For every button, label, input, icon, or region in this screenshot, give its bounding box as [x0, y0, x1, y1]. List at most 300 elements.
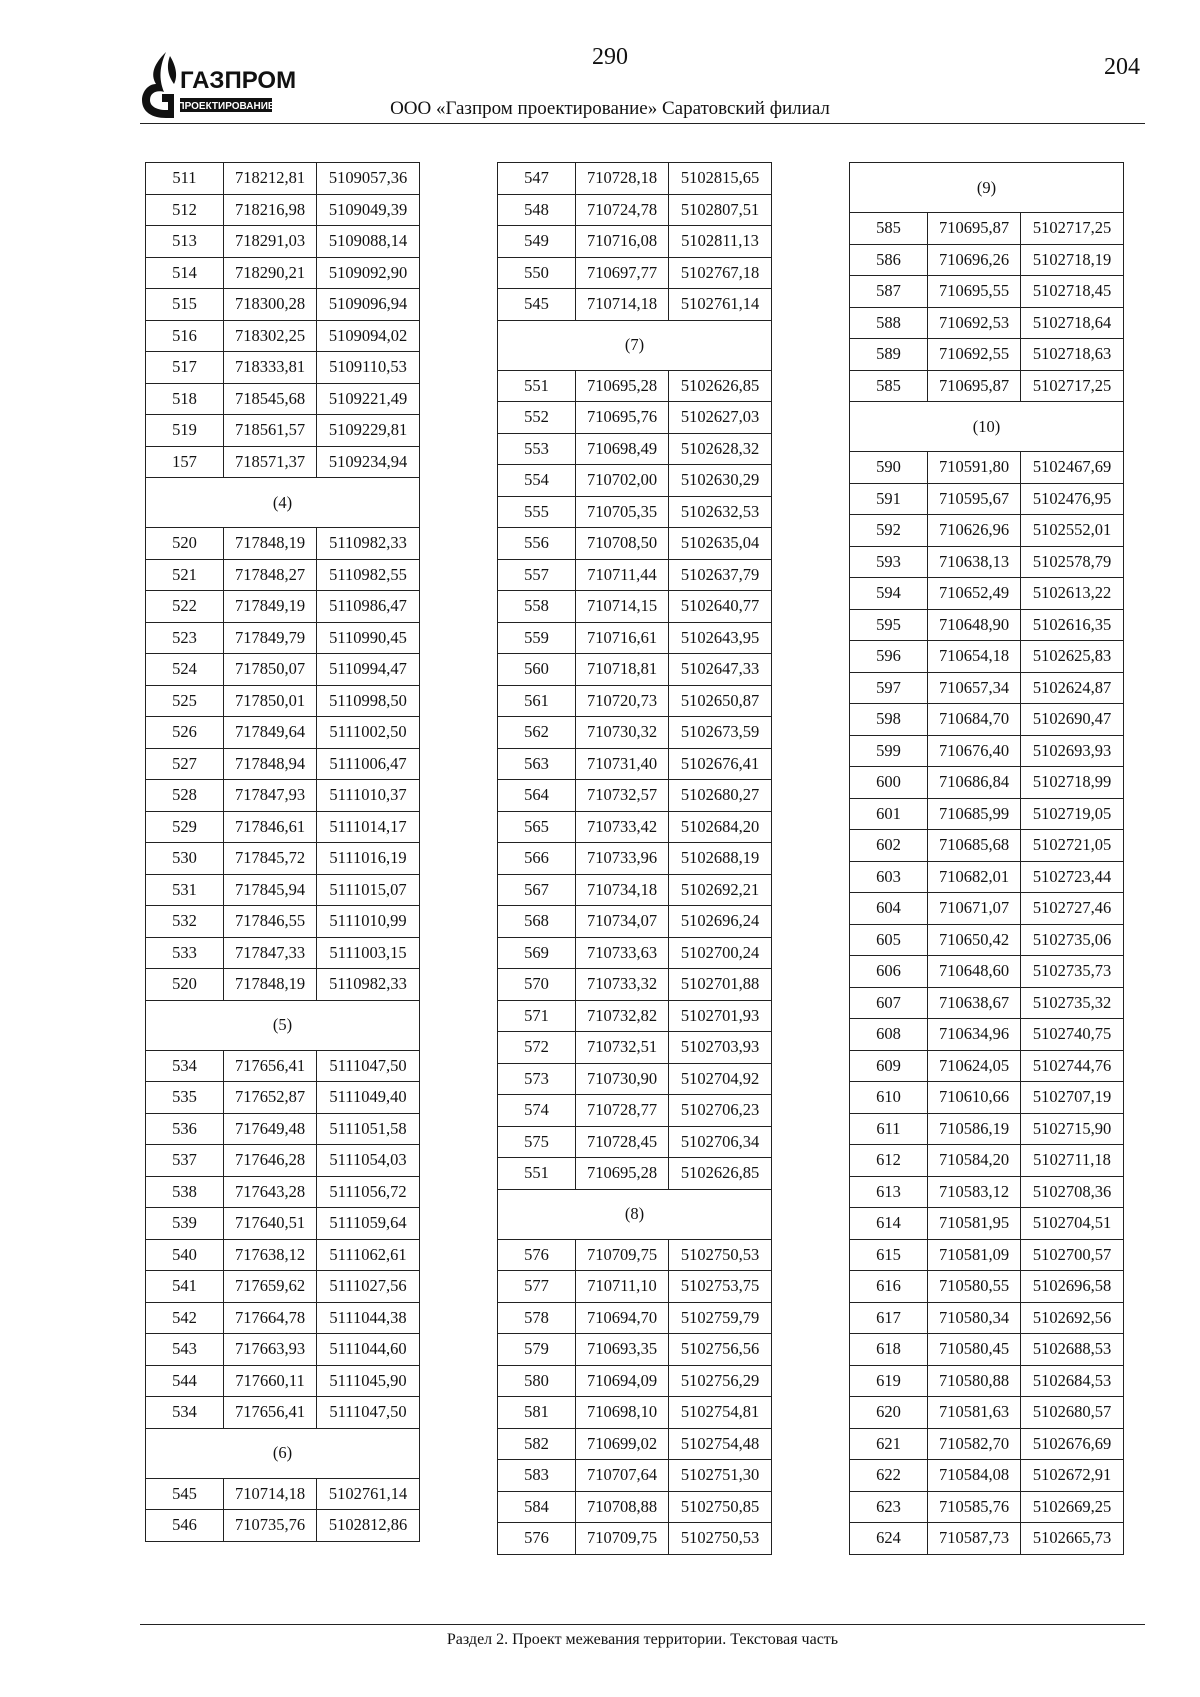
page-header	[0, 0, 1200, 130]
x-coordinate-cell: 710586,19	[928, 1113, 1021, 1145]
point-number-cell: 587	[850, 276, 928, 308]
point-number-cell: 530	[146, 843, 224, 875]
y-coordinate-cell: 5102735,06	[1021, 924, 1124, 956]
point-number-cell: 520	[146, 528, 224, 560]
y-coordinate-cell: 5102701,88	[669, 969, 772, 1001]
x-coordinate-cell: 710692,53	[928, 307, 1021, 339]
y-coordinate-cell: 5102626,85	[669, 370, 772, 402]
y-coordinate-cell: 5102718,99	[1021, 767, 1124, 799]
y-coordinate-cell: 5102640,77	[669, 591, 772, 623]
x-coordinate-cell: 710733,96	[576, 843, 669, 875]
y-coordinate-cell: 5110982,55	[317, 559, 420, 591]
y-coordinate-cell: 5102807,51	[669, 194, 772, 226]
x-coordinate-cell: 718212,81	[224, 163, 317, 195]
point-number-cell: 615	[850, 1239, 928, 1271]
y-coordinate-cell: 5102665,73	[1021, 1523, 1124, 1555]
contour-group-row	[498, 1189, 772, 1239]
y-coordinate-cell: 5102708,36	[1021, 1176, 1124, 1208]
x-coordinate-cell: 717660,11	[224, 1365, 317, 1397]
table-row	[498, 1239, 772, 1271]
y-coordinate-cell: 5102669,25	[1021, 1491, 1124, 1523]
y-coordinate-cell: 5111056,72	[317, 1176, 420, 1208]
x-coordinate-cell: 710694,70	[576, 1302, 669, 1334]
point-number-cell: 610	[850, 1082, 928, 1114]
table-row	[146, 163, 420, 195]
y-coordinate-cell: 5102692,56	[1021, 1302, 1124, 1334]
table-row	[146, 352, 420, 384]
y-coordinate-cell: 5102696,58	[1021, 1271, 1124, 1303]
table-row	[146, 1239, 420, 1271]
x-coordinate-cell: 710733,32	[576, 969, 669, 1001]
x-coordinate-cell: 717646,28	[224, 1145, 317, 1177]
point-number-cell: 620	[850, 1397, 928, 1429]
y-coordinate-cell: 5109057,36	[317, 163, 420, 195]
x-coordinate-cell: 710695,76	[576, 402, 669, 434]
point-number-cell: 537	[146, 1145, 224, 1177]
y-coordinate-cell: 5111045,90	[317, 1365, 420, 1397]
y-coordinate-cell: 5102715,90	[1021, 1113, 1124, 1145]
x-coordinate-cell: 717640,51	[224, 1208, 317, 1240]
y-coordinate-cell: 5111006,47	[317, 748, 420, 780]
x-coordinate-cell: 710695,28	[576, 370, 669, 402]
y-coordinate-cell: 5102753,75	[669, 1271, 772, 1303]
y-coordinate-cell: 5102750,53	[669, 1239, 772, 1271]
table-row	[146, 1302, 420, 1334]
table-row	[498, 1000, 772, 1032]
point-number-cell: 517	[146, 352, 224, 384]
point-number-cell: 622	[850, 1460, 928, 1492]
table-row	[850, 735, 1124, 767]
x-coordinate-cell: 710695,87	[928, 213, 1021, 245]
x-coordinate-cell: 710695,28	[576, 1158, 669, 1190]
point-number-cell: 534	[146, 1397, 224, 1429]
y-coordinate-cell: 5111015,07	[317, 874, 420, 906]
y-coordinate-cell: 5109110,53	[317, 352, 420, 384]
point-number-cell: 599	[850, 735, 928, 767]
table-row	[146, 874, 420, 906]
y-coordinate-cell: 5109049,39	[317, 194, 420, 226]
x-coordinate-cell: 718291,03	[224, 226, 317, 258]
x-coordinate-cell: 717643,28	[224, 1176, 317, 1208]
table-row	[850, 1271, 1124, 1303]
x-coordinate-cell: 717663,93	[224, 1334, 317, 1366]
table-row	[850, 1208, 1124, 1240]
point-number-cell: 566	[498, 843, 576, 875]
table-row	[498, 1397, 772, 1429]
y-coordinate-cell: 5102718,63	[1021, 339, 1124, 371]
y-coordinate-cell: 5102767,18	[669, 257, 772, 289]
coordinates-table-1	[145, 162, 420, 1542]
y-coordinate-cell: 5111047,50	[317, 1397, 420, 1429]
point-number-cell: 621	[850, 1428, 928, 1460]
x-coordinate-cell: 710709,75	[576, 1523, 669, 1555]
x-coordinate-cell: 710638,13	[928, 546, 1021, 578]
y-coordinate-cell: 5102700,24	[669, 937, 772, 969]
point-number-cell: 542	[146, 1302, 224, 1334]
table-row	[498, 1126, 772, 1158]
x-coordinate-cell: 710728,45	[576, 1126, 669, 1158]
table-row	[146, 1334, 420, 1366]
x-coordinate-cell: 710733,63	[576, 937, 669, 969]
x-coordinate-cell: 717848,19	[224, 528, 317, 560]
table-row	[146, 811, 420, 843]
table-row	[498, 496, 772, 528]
x-coordinate-cell: 718571,37	[224, 446, 317, 478]
point-number-cell: 511	[146, 163, 224, 195]
point-number-cell: 540	[146, 1239, 224, 1271]
x-coordinate-cell: 710699,02	[576, 1428, 669, 1460]
x-coordinate-cell: 717664,78	[224, 1302, 317, 1334]
point-number-cell: 546	[146, 1510, 224, 1542]
point-number-cell: 591	[850, 483, 928, 515]
x-coordinate-cell: 710692,55	[928, 339, 1021, 371]
y-coordinate-cell: 5102684,20	[669, 811, 772, 843]
x-coordinate-cell: 717638,12	[224, 1239, 317, 1271]
y-coordinate-cell: 5102718,64	[1021, 307, 1124, 339]
y-coordinate-cell: 5102637,79	[669, 559, 772, 591]
point-number-cell: 568	[498, 906, 576, 938]
x-coordinate-cell: 710697,77	[576, 257, 669, 289]
table-row	[498, 1428, 772, 1460]
point-number-cell: 528	[146, 780, 224, 812]
contour-number-cell: (7)	[498, 320, 772, 370]
point-number-cell: 560	[498, 654, 576, 686]
y-coordinate-cell: 5102700,57	[1021, 1239, 1124, 1271]
x-coordinate-cell: 710707,64	[576, 1460, 669, 1492]
point-number-cell: 548	[498, 194, 576, 226]
x-coordinate-cell: 710730,32	[576, 717, 669, 749]
x-coordinate-cell: 710695,55	[928, 276, 1021, 308]
table-row	[498, 226, 772, 258]
point-number-cell: 606	[850, 956, 928, 988]
table-row	[146, 1050, 420, 1082]
y-coordinate-cell: 5110990,45	[317, 622, 420, 654]
x-coordinate-cell: 717848,19	[224, 969, 317, 1001]
point-number-cell: 581	[498, 1397, 576, 1429]
x-coordinate-cell: 710648,60	[928, 956, 1021, 988]
x-coordinate-cell: 710581,95	[928, 1208, 1021, 1240]
y-coordinate-cell: 5102624,87	[1021, 672, 1124, 704]
y-coordinate-cell: 5102707,19	[1021, 1082, 1124, 1114]
point-number-cell: 601	[850, 798, 928, 830]
x-coordinate-cell: 710728,77	[576, 1095, 669, 1127]
y-coordinate-cell: 5102811,13	[669, 226, 772, 258]
table-row	[498, 402, 772, 434]
y-coordinate-cell: 5110994,47	[317, 654, 420, 686]
table-row	[850, 578, 1124, 610]
x-coordinate-cell: 717656,41	[224, 1397, 317, 1429]
y-coordinate-cell: 5111010,37	[317, 780, 420, 812]
page-number-right: 204	[1104, 54, 1140, 80]
y-coordinate-cell: 5102643,95	[669, 622, 772, 654]
point-number-cell: 580	[498, 1365, 576, 1397]
x-coordinate-cell: 710724,78	[576, 194, 669, 226]
point-number-cell: 534	[146, 1050, 224, 1082]
table-row	[850, 1145, 1124, 1177]
table-row	[146, 1510, 420, 1542]
table-row	[146, 226, 420, 258]
point-number-cell: 555	[498, 496, 576, 528]
company-name: ООО «Газпром проектирование» Саратовский филиал	[390, 98, 830, 119]
table-row	[850, 1019, 1124, 1051]
point-number-cell: 590	[850, 452, 928, 484]
table-row	[146, 289, 420, 321]
table-row	[850, 956, 1124, 988]
y-coordinate-cell: 5102635,04	[669, 528, 772, 560]
y-coordinate-cell: 5111051,58	[317, 1113, 420, 1145]
table-row	[498, 559, 772, 591]
x-coordinate-cell: 717850,01	[224, 685, 317, 717]
y-coordinate-cell: 5102467,69	[1021, 452, 1124, 484]
point-number-cell: 527	[146, 748, 224, 780]
point-number-cell: 522	[146, 591, 224, 623]
contour-group-row	[146, 1428, 420, 1478]
table-row	[498, 591, 772, 623]
point-number-cell: 613	[850, 1176, 928, 1208]
table-row	[498, 1491, 772, 1523]
x-coordinate-cell: 710634,96	[928, 1019, 1021, 1051]
y-coordinate-cell: 5111049,40	[317, 1082, 420, 1114]
y-coordinate-cell: 5110998,50	[317, 685, 420, 717]
x-coordinate-cell: 710714,18	[224, 1478, 317, 1510]
y-coordinate-cell: 5102723,44	[1021, 861, 1124, 893]
y-coordinate-cell: 5110986,47	[317, 591, 420, 623]
table-row	[146, 1271, 420, 1303]
point-number-cell: 589	[850, 339, 928, 371]
point-number-cell: 582	[498, 1428, 576, 1460]
x-coordinate-cell: 710733,42	[576, 811, 669, 843]
point-number-cell: 553	[498, 433, 576, 465]
y-coordinate-cell: 5111047,50	[317, 1050, 420, 1082]
contour-number-cell: (6)	[146, 1428, 420, 1478]
x-coordinate-cell: 710582,70	[928, 1428, 1021, 1460]
x-coordinate-cell: 710693,35	[576, 1334, 669, 1366]
x-coordinate-cell: 710626,96	[928, 515, 1021, 547]
footer-caption: Раздел 2. Проект межевания территории. Текстовая часть	[446, 1631, 839, 1648]
x-coordinate-cell: 710696,26	[928, 244, 1021, 276]
x-coordinate-cell: 710730,90	[576, 1063, 669, 1095]
x-coordinate-cell: 717845,94	[224, 874, 317, 906]
x-coordinate-cell: 717846,61	[224, 811, 317, 843]
point-number-cell: 595	[850, 609, 928, 641]
point-number-cell: 550	[498, 257, 576, 289]
point-number-cell: 533	[146, 937, 224, 969]
table-row	[498, 1302, 772, 1334]
table-row	[850, 244, 1124, 276]
table-row	[498, 465, 772, 497]
x-coordinate-cell: 710610,66	[928, 1082, 1021, 1114]
table-row	[498, 1271, 772, 1303]
x-coordinate-cell: 710728,18	[576, 163, 669, 195]
table-row	[146, 591, 420, 623]
y-coordinate-cell: 5102578,79	[1021, 546, 1124, 578]
table-row	[498, 289, 772, 321]
point-number-cell: 593	[850, 546, 928, 578]
y-coordinate-cell: 5102673,59	[669, 717, 772, 749]
table-row	[850, 1397, 1124, 1429]
point-number-cell: 572	[498, 1032, 576, 1064]
x-coordinate-cell: 718216,98	[224, 194, 317, 226]
table-row	[146, 843, 420, 875]
x-coordinate-cell: 710720,73	[576, 685, 669, 717]
table-row	[850, 1365, 1124, 1397]
y-coordinate-cell: 5109088,14	[317, 226, 420, 258]
y-coordinate-cell: 5111027,56	[317, 1271, 420, 1303]
point-number-cell: 543	[146, 1334, 224, 1366]
point-number-cell: 608	[850, 1019, 928, 1051]
table-row	[850, 276, 1124, 308]
x-coordinate-cell: 710732,82	[576, 1000, 669, 1032]
x-coordinate-cell: 710716,61	[576, 622, 669, 654]
table-row	[850, 1113, 1124, 1145]
table-row	[850, 483, 1124, 515]
table-row	[498, 1063, 772, 1095]
point-number-cell: 619	[850, 1365, 928, 1397]
table-row	[498, 1334, 772, 1366]
table-row	[498, 654, 772, 686]
y-coordinate-cell: 5102706,23	[669, 1095, 772, 1127]
x-coordinate-cell: 710711,10	[576, 1271, 669, 1303]
gazprom-logo	[140, 48, 297, 120]
x-coordinate-cell: 717847,93	[224, 780, 317, 812]
table-row	[146, 415, 420, 447]
table-row	[498, 1523, 772, 1555]
x-coordinate-cell: 710732,51	[576, 1032, 669, 1064]
point-number-cell: 545	[498, 289, 576, 321]
point-number-cell: 513	[146, 226, 224, 258]
table-row	[850, 1050, 1124, 1082]
x-coordinate-cell: 710685,99	[928, 798, 1021, 830]
y-coordinate-cell: 5102735,32	[1021, 987, 1124, 1019]
y-coordinate-cell: 5111003,15	[317, 937, 420, 969]
table-row	[498, 163, 772, 195]
point-number-cell: 577	[498, 1271, 576, 1303]
table-row	[146, 717, 420, 749]
point-number-cell: 541	[146, 1271, 224, 1303]
table-row	[850, 370, 1124, 402]
table-row	[146, 906, 420, 938]
x-coordinate-cell: 710711,44	[576, 559, 669, 591]
table-row	[850, 830, 1124, 862]
table-row	[850, 1491, 1124, 1523]
y-coordinate-cell: 5102688,53	[1021, 1334, 1124, 1366]
header-divider	[140, 123, 1145, 124]
x-coordinate-cell: 710695,87	[928, 370, 1021, 402]
table-row	[146, 937, 420, 969]
table-row	[146, 1208, 420, 1240]
point-number-cell: 535	[146, 1082, 224, 1114]
x-coordinate-cell: 710714,15	[576, 591, 669, 623]
contour-group-row	[498, 320, 772, 370]
table-row	[498, 370, 772, 402]
point-number-cell: 624	[850, 1523, 928, 1555]
x-coordinate-cell: 710650,42	[928, 924, 1021, 956]
point-number-cell: 523	[146, 622, 224, 654]
table-row	[498, 1460, 772, 1492]
y-coordinate-cell: 5109234,94	[317, 446, 420, 478]
point-number-cell: 600	[850, 767, 928, 799]
x-coordinate-cell: 718561,57	[224, 415, 317, 447]
point-number-cell: 575	[498, 1126, 576, 1158]
table-row	[146, 622, 420, 654]
y-coordinate-cell: 5102627,03	[669, 402, 772, 434]
y-coordinate-cell: 5102756,29	[669, 1365, 772, 1397]
point-number-cell: 557	[498, 559, 576, 591]
y-coordinate-cell: 5109092,90	[317, 257, 420, 289]
y-coordinate-cell: 5102754,81	[669, 1397, 772, 1429]
x-coordinate-cell: 717847,33	[224, 937, 317, 969]
table-row	[498, 622, 772, 654]
x-coordinate-cell: 710654,18	[928, 641, 1021, 673]
point-number-cell: 563	[498, 748, 576, 780]
y-coordinate-cell: 5102680,57	[1021, 1397, 1124, 1429]
x-coordinate-cell: 717846,55	[224, 906, 317, 938]
x-coordinate-cell: 718300,28	[224, 289, 317, 321]
table-row	[850, 1302, 1124, 1334]
table-row	[850, 609, 1124, 641]
x-coordinate-cell: 710694,09	[576, 1365, 669, 1397]
table-row	[146, 1397, 420, 1429]
point-number-cell: 596	[850, 641, 928, 673]
point-number-cell: 525	[146, 685, 224, 717]
x-coordinate-cell: 710591,80	[928, 452, 1021, 484]
point-number-cell: 531	[146, 874, 224, 906]
x-coordinate-cell: 710584,08	[928, 1460, 1021, 1492]
point-number-cell: 567	[498, 874, 576, 906]
table-row	[850, 641, 1124, 673]
y-coordinate-cell: 5102718,19	[1021, 244, 1124, 276]
point-number-cell: 594	[850, 578, 928, 610]
point-number-cell: 529	[146, 811, 224, 843]
x-coordinate-cell: 718290,21	[224, 257, 317, 289]
y-coordinate-cell: 5102717,25	[1021, 213, 1124, 245]
x-coordinate-cell: 710708,50	[576, 528, 669, 560]
table-row	[850, 767, 1124, 799]
y-coordinate-cell: 5102735,73	[1021, 956, 1124, 988]
table-row	[146, 257, 420, 289]
x-coordinate-cell: 710595,67	[928, 483, 1021, 515]
table-row	[850, 1428, 1124, 1460]
y-coordinate-cell: 5102727,46	[1021, 893, 1124, 925]
point-number-cell: 526	[146, 717, 224, 749]
table-row	[850, 1334, 1124, 1366]
y-coordinate-cell: 5102761,14	[317, 1478, 420, 1510]
y-coordinate-cell: 5102711,18	[1021, 1145, 1124, 1177]
x-coordinate-cell: 710702,00	[576, 465, 669, 497]
x-coordinate-cell: 717659,62	[224, 1271, 317, 1303]
x-coordinate-cell: 710638,67	[928, 987, 1021, 1019]
y-coordinate-cell: 5102632,53	[669, 496, 772, 528]
table-row	[146, 1113, 420, 1145]
table-row	[146, 969, 420, 1001]
table-row	[146, 320, 420, 352]
y-coordinate-cell: 5102630,29	[669, 465, 772, 497]
y-coordinate-cell: 5102650,87	[669, 685, 772, 717]
table-row	[498, 780, 772, 812]
x-coordinate-cell: 710657,34	[928, 672, 1021, 704]
y-coordinate-cell: 5109229,81	[317, 415, 420, 447]
point-number-cell: 539	[146, 1208, 224, 1240]
point-number-cell: 618	[850, 1334, 928, 1366]
y-coordinate-cell: 5102754,48	[669, 1428, 772, 1460]
page-number-top: 290	[592, 44, 628, 70]
point-number-cell: 604	[850, 893, 928, 925]
point-number-cell: 603	[850, 861, 928, 893]
x-coordinate-cell: 710624,05	[928, 1050, 1021, 1082]
table-row	[850, 924, 1124, 956]
y-coordinate-cell: 5102756,56	[669, 1334, 772, 1366]
y-coordinate-cell: 5102692,21	[669, 874, 772, 906]
